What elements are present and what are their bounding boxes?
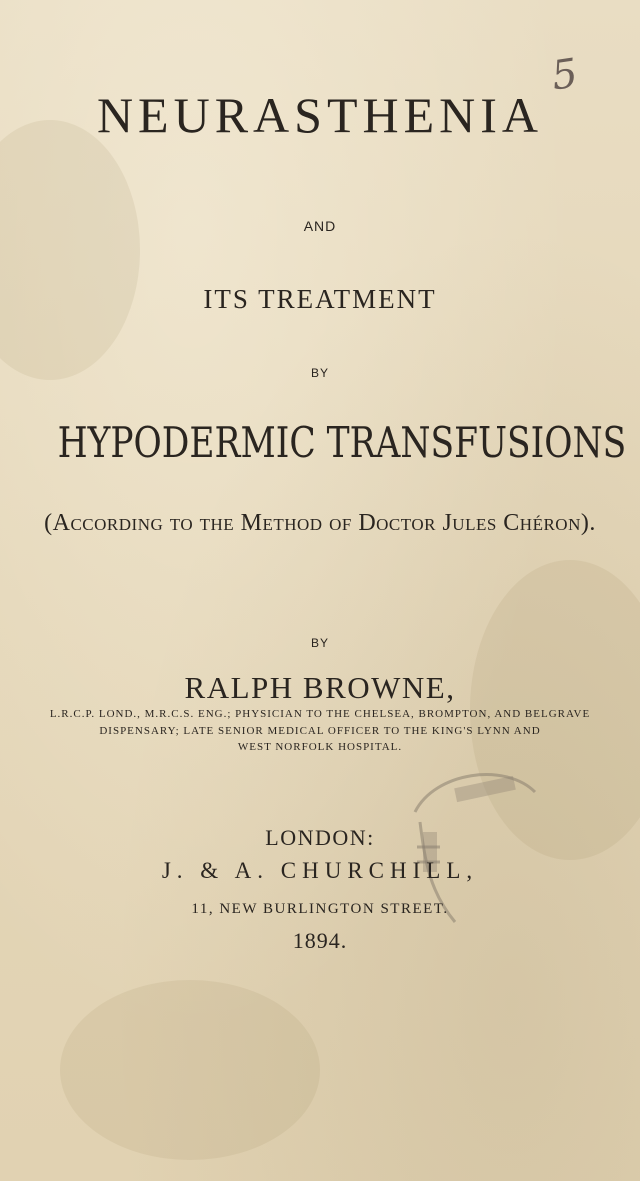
publisher-name: J. & A. CHURCHILL, <box>161 858 479 883</box>
paper-stain <box>0 120 140 380</box>
author-credentials-line: L.R.C.P. LOND., M.R.C.S. ENG.; PHYSICIAN TO THE CHELSEA, BROMPTON, AND BELGRAVE <box>49 708 591 720</box>
conjunction-and: AND <box>303 218 337 234</box>
method-heading: HYPODERMIC TRANSFUSIONS <box>57 418 627 467</box>
publication-place: LONDON: <box>265 825 375 850</box>
method-attribution: (According to the Method of Doctor Jules Chéron). <box>44 510 596 536</box>
pencil-shelf-mark: 5 <box>548 50 581 100</box>
publication-year: 1894. <box>292 928 348 953</box>
book-title: NEURASTHENIA <box>96 87 544 143</box>
paper-stain <box>60 980 320 1160</box>
publisher-address: 11, NEW BURLINGTON STREET. <box>191 901 449 917</box>
author-credentials-line: DISPENSARY; LATE SENIOR MEDICAL OFFICER TO THE KING'S LYNN AND <box>99 725 541 737</box>
by-label-1: BY <box>310 366 329 380</box>
author-credentials-line: WEST NORFOLK HOSPITAL. <box>237 741 403 753</box>
author-name: RALPH BROWNE, <box>184 670 456 705</box>
by-label-2: BY <box>310 636 329 650</box>
book-subtitle: ITS TREATMENT <box>203 284 437 314</box>
